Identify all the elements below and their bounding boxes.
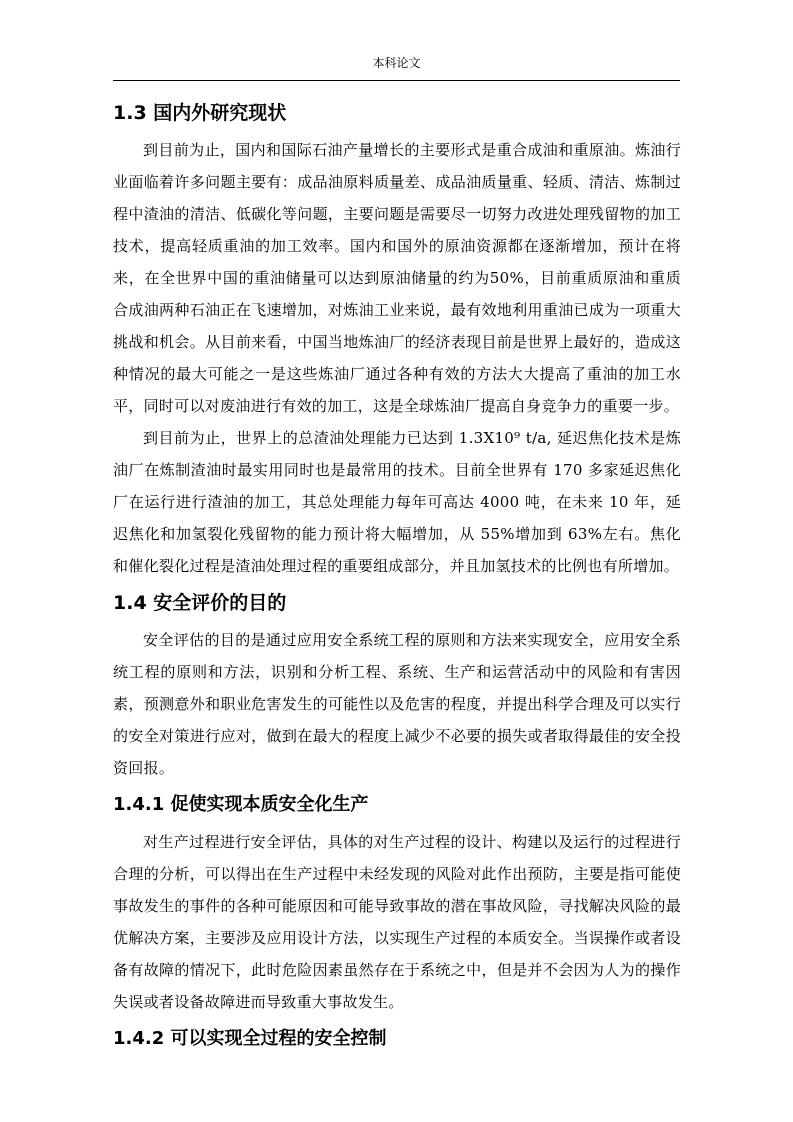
paragraph: 到目前为止，国内和国际石油产量增长的主要形式是重合成油和重原油。炼油行业面临着许多问题主要有：成品油原料质量差、成品油质量重、轻质、清洁、炼制过程中渣油的清洁、低碳化等问题，主要问题是需要尽一切努力改进处理残留物的加工技术，提高轻质重油的加工效率。国内和国外的原油资源都在逐渐增加，预计在将来，在全世界中国的重油储量可以达到原油储量的约为50%，目前重质原油和重质合成油两种石油正在飞速增加，对炼油工业来说，最有效地利用重油已成为一项重大挑战和机会。从目前来看，中国当地炼油厂的经济表现目前是世界上最好的，造成这种情况的最大可能之一是这些炼油厂通过各种有效的方法大大提高了重油的加工水平，同时可以对废油进行有效的加工，这是全球炼油厂提高自身竞争力的重要一步。 bbox=[113, 141, 681, 415]
paragraph: 安全评估的目的是通过应用安全系统工程的原则和方法来实现安全，应用安全系统工程的原则和方法，识别和分析工程、系统、生产和运营活动中的风险和有害因素，预测意外和职业危害发生的可能性以及危害的程度，并提出科学合理及可以实行的安全对策进行应对，做到在最大的程度上减少不必要的损失或者取得最佳的安全投资回报。 bbox=[113, 631, 681, 777]
section-heading: 1.3 国内外研究现状 bbox=[113, 102, 287, 124]
section-heading: 1.4 安全评价的目的 bbox=[113, 592, 287, 614]
subsection-heading: 1.4.1 促使实现本质安全化生产 bbox=[113, 794, 369, 815]
section-1-4-1 bbox=[113, 790, 681, 1018]
running-header: 本科论文 bbox=[372, 56, 421, 70]
section-1-4-2 bbox=[113, 1024, 681, 1054]
header-divider bbox=[113, 80, 680, 81]
section-1-4 bbox=[113, 588, 681, 784]
page-body bbox=[113, 98, 681, 1060]
section-1-3 bbox=[113, 98, 681, 582]
paragraph: 对生产过程进行安全评估，具体的对生产过程的设计、构建以及运行的过程进行合理的分析，可以得出在生产过程中未经发现的风险对此作出预防，主要是指可能使事故发生的事件的各种可能原因和可能导致事故的潜在事故风险，寻找解决风险的最优解决方案，主要涉及应用设计方法，以实现生产过程的本质安全。当误操作或者设备有故障的情况下，此时危险因素虽然存在于系统之中，但是并不会因为人为的操作失误或者设备故障进而导致重大事故发生。 bbox=[113, 833, 681, 1011]
paragraph: 到目前为止，世界上的总渣油处理能力已达到 1.3X10⁹ t/a, 延迟焦化技术是炼油厂在炼制渣油时最实用同时也是最常用的技术。目前全世界有 170 多家延迟焦化厂在运行进行渣油的加工，其总处理能力每年可高达 4000 吨，在未来 10 年，延迟焦化和加氢裂化残留物的能力预计将大幅增加，从 55%增加到 63%左右。焦化和催化裂化过程是渣油处理过程的重要组成部分，并且加氢技术的比例也有所增加。 bbox=[113, 429, 681, 575]
subsection-heading: 1.4.2 可以实现全过程的安全控制 bbox=[113, 1028, 387, 1049]
